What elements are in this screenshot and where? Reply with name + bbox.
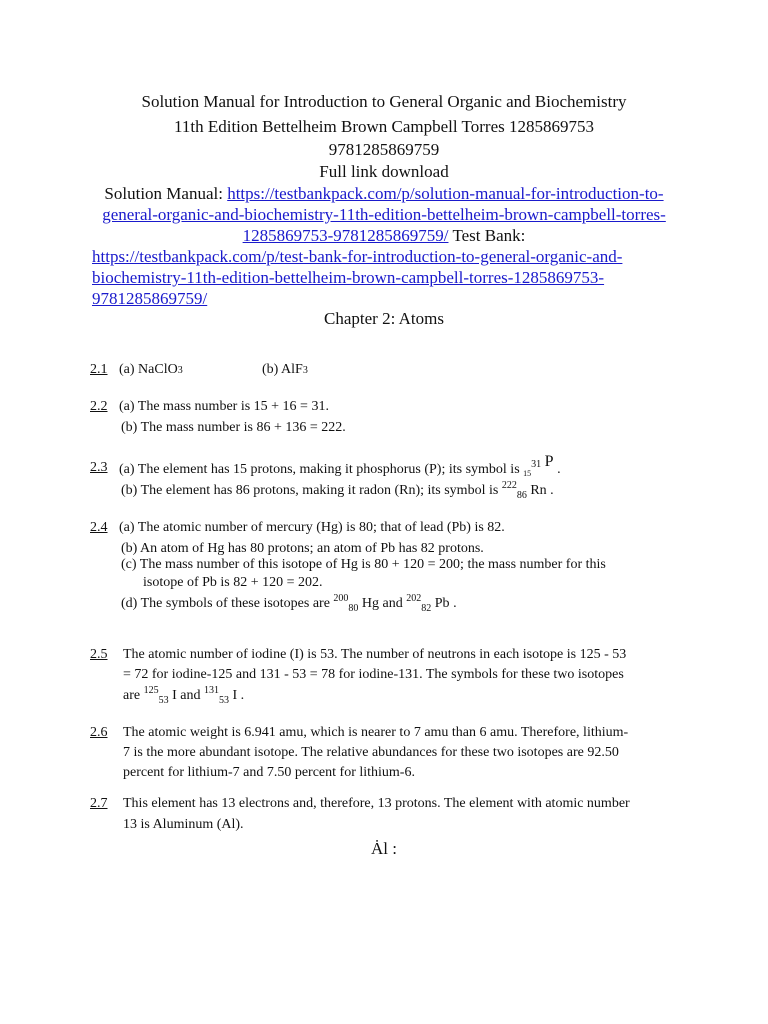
problem-2-4-b: (b) An atom of Hg has 80 protons; an atom of Pb has 82 protons.	[121, 541, 484, 556]
problem-2-5-line-1: The atomic number of iodine (I) is 53. The number of neutrons in each isotope is 125 - 53	[123, 647, 627, 662]
chapter-heading: Chapter 2: Atoms	[324, 309, 444, 328]
problem-2-4-c-line-2: isotope of Pb is 82 + 120 = 202.	[143, 575, 323, 590]
test-bank-link[interactable]: https://testbankpack.com/p/test-bank-for-introduction-to-general-organic-and-	[92, 247, 623, 266]
lewis-dot-aluminum: Ȧl :	[371, 839, 397, 858]
isotope-sub: 15	[523, 469, 532, 478]
solution-manual-label: Solution Manual:	[104, 184, 223, 203]
problem-2-2-b: (b) The mass number is 86 + 136 = 222.	[121, 420, 346, 435]
test-bank-line-2	[92, 268, 604, 288]
problem-2-6-line-1: The atomic weight is 6.941 amu, which is nearer to 7 amu than 6 amu. Therefore, lithium-	[123, 725, 629, 740]
problem-2-6-line-3: percent for lithium-7 and 7.50 percent for lithium-6.	[123, 765, 415, 780]
problem-2-6-line-2: 7 is the more abundant isotope. The relative abundances for these two isotopes are 92.50	[123, 745, 619, 760]
problem-2-4-c-line-1: (c) The mass number of this isotope of Hg is 80 + 120 = 200; the mass number for this	[121, 557, 606, 572]
solution-manual-line-2	[0, 205, 768, 225]
problem-2-2-number: 2.2	[90, 399, 108, 414]
problem-2-2-a: (a) The mass number is 15 + 16 = 31.	[119, 399, 329, 414]
isotope-sup: 31	[531, 459, 542, 470]
document-title-line-2: 11th Edition Bettelheim Brown Campbell Torres 1285869753	[174, 117, 594, 136]
problem-2-5-number: 2.5	[90, 647, 108, 662]
solution-manual-line-1	[0, 184, 768, 204]
problem-2-4-number: 2.4	[90, 520, 108, 535]
test-bank-line-3	[92, 289, 207, 309]
problem-2-1-a: (a) NaClO3	[119, 362, 183, 377]
problem-2-1-b: (b) AlF3	[262, 362, 308, 377]
problem-2-5-line-2: = 72 for iodine-125 and 131 - 53 = 78 for iodine-131. The symbols for these two isotopes	[123, 667, 624, 682]
problem-2-7-line-1: This element has 13 electrons and, therefore, 13 protons. The element with atomic number	[123, 796, 630, 811]
problem-2-3-a: (a) The element has 15 protons, making it phosphorus (P); its symbol is $_{15}^{31}$ P .	[119, 453, 561, 478]
solution-manual-link[interactable]: https://testbankpack.com/p/solution-manual-for-introduction-to-	[227, 184, 664, 203]
test-bank-label: Test Bank:	[452, 226, 526, 245]
test-bank-link-end[interactable]: 9781285869759/	[92, 289, 208, 308]
isotope-symbol: P	[544, 453, 554, 470]
problem-2-7-number: 2.7	[90, 796, 108, 811]
problem-2-5-line-3: are $^{125}_{53}$ I and $^{131}_{53}$ I .	[123, 685, 245, 706]
full-link-label: Full link download	[319, 162, 449, 181]
document-title-line-1: Solution Manual for Introduction to General Organic and Biochemistry	[141, 92, 627, 111]
solution-manual-link-cont[interactable]: general-organic-and-biochemistry-11th-edition-bettelheim-brown-campbell-torres-	[102, 205, 666, 224]
test-bank-line-1	[92, 247, 622, 267]
problem-2-3-number: 2.3	[90, 460, 108, 475]
test-bank-link-cont[interactable]: biochemistry-11th-edition-bettelheim-brown-campbell-torres-1285869753-	[92, 268, 605, 287]
problem-2-4-a: (a) The atomic number of mercury (Hg) is 80; that of lead (Pb) is 82.	[119, 520, 505, 535]
solution-manual-link-end[interactable]: 1285869753-9781285869759/	[242, 226, 449, 245]
solution-manual-line-3	[0, 226, 768, 246]
problem-2-7-line-2: 13 is Aluminum (Al).	[123, 817, 244, 832]
document-title-line-3: 9781285869759	[328, 140, 440, 159]
problem-2-3-b: (b) The element has 86 protons, making it radon (Rn); its symbol is $^{222}_{86}$ Rn .	[121, 480, 554, 501]
problem-2-4-d: (d) The symbols of these isotopes are $^{200}_{80}$ Hg and $^{202}_{82}$ Pb .	[121, 593, 457, 614]
problem-2-1-number: 2.1	[90, 362, 108, 377]
problem-2-6-number: 2.6	[90, 725, 108, 740]
